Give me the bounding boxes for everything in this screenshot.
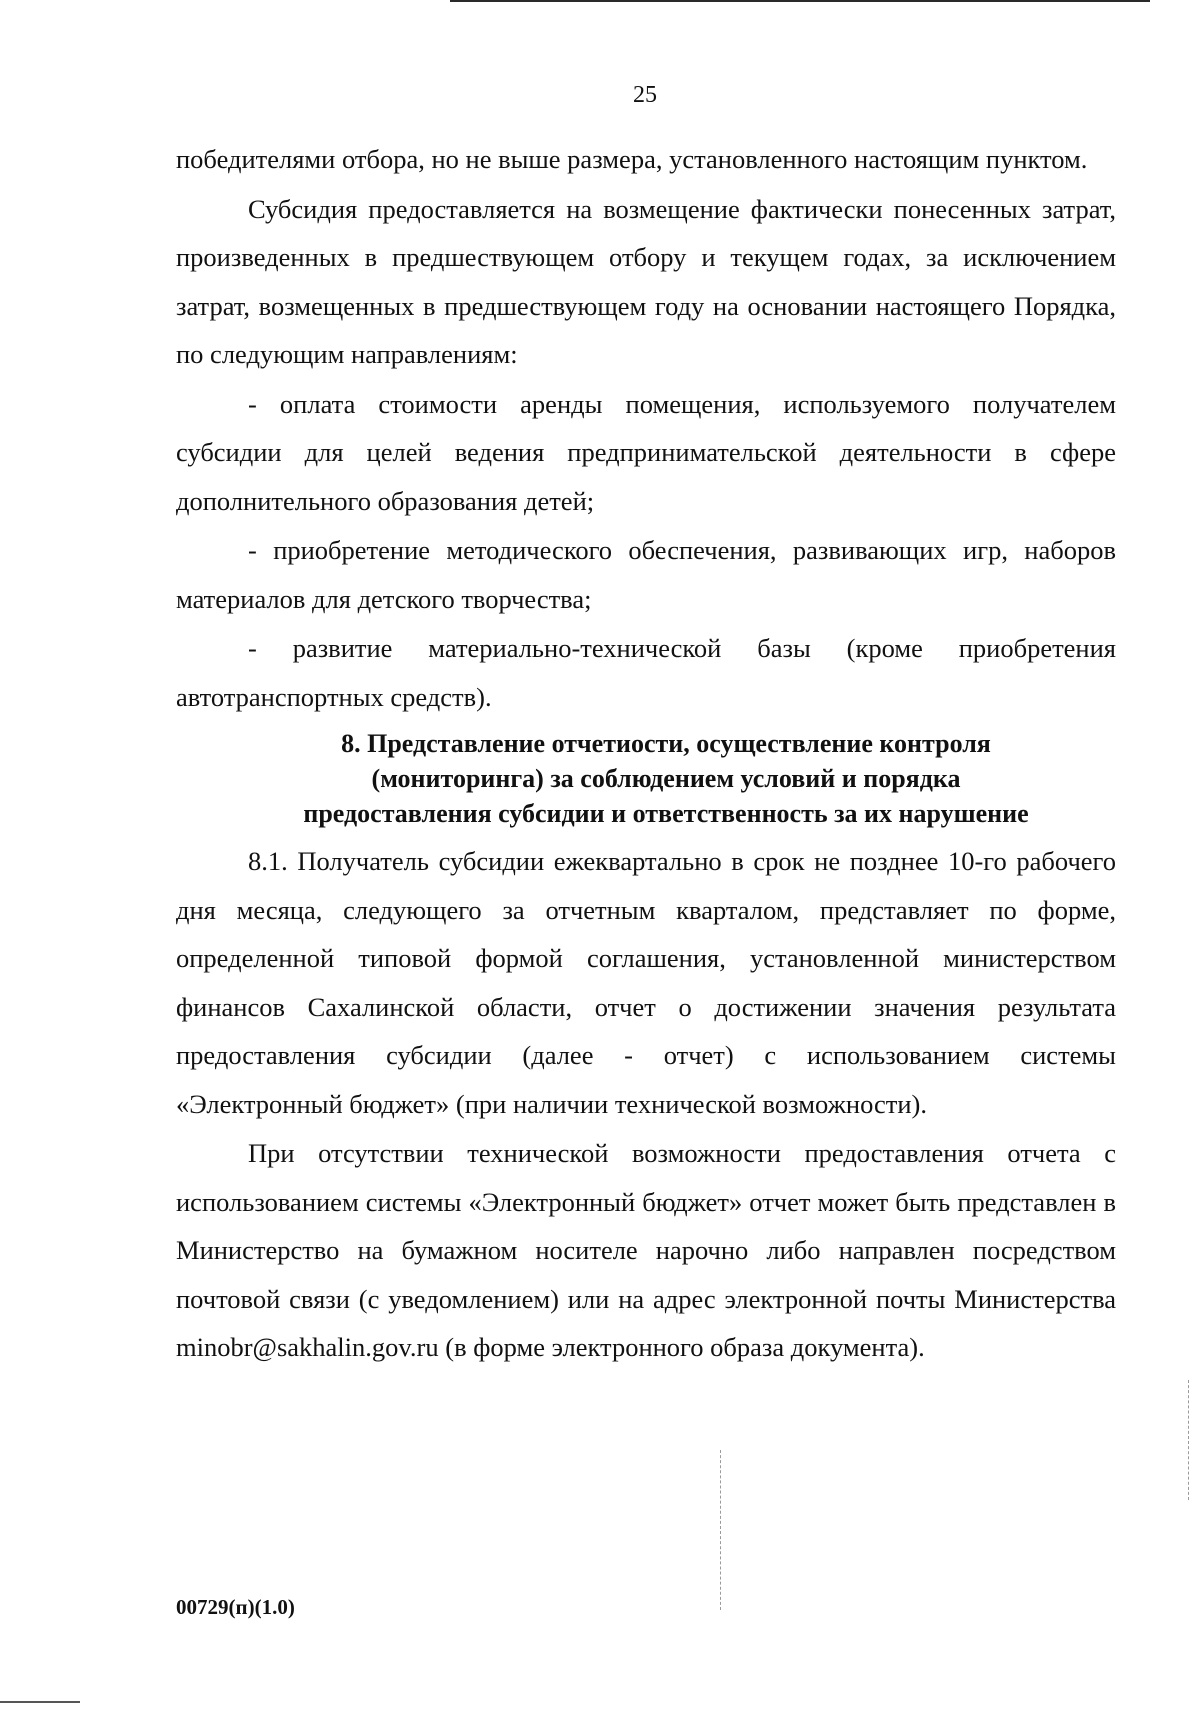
paragraph-subsidy-purpose: Субсидия предоставляется на возмещение фактически понесенных затрат, произведенных в предшествующем отбору и текущем годах, за исключением затрат, возмещенных в предшествующем году на основании настоящего Порядка, по следующим направлениям: — [176, 193, 1116, 369]
bottom-border-line — [0, 1701, 80, 1703]
section-heading-line: (мониторинга) за соблюдением условий и порядка — [371, 764, 961, 793]
section-heading-line: 8. Представление отчетиости, осуществление контроля — [341, 729, 991, 758]
paragraph-paper-report: При отсутствии технической возможности предоставления отчета с использованием системы «Электронный бюджет» отчет может быть представлен в Министерство на бумажном носителе нарочно либо направлен посредством почтовой связи (с уведомлением) или на адрес электронной почты Министерства minobr@sakhalin.gov.ru (в форме электронного образа документа). — [176, 1138, 1116, 1362]
section-heading-line: предоставления субсидии и ответственность за их нарушение — [303, 799, 1029, 828]
document-code: 00729(п)(1.0) — [176, 1595, 295, 1619]
document-body — [176, 135, 1116, 1372]
paragraph-continuation: победителями отбора, но не выше размера, установленного настоящим пунктом. — [176, 144, 1088, 174]
page-number: 25 — [633, 82, 657, 108]
list-item-material-base: - развитие материально-технической базы (кроме приобретения автотранспортных средств). — [176, 633, 1116, 712]
top-border-line — [450, 0, 1150, 2]
paragraph-8-1: 8.1. Получатель субсидии ежеквартально в срок не позднее 10-го рабочего дня месяца, следующего за отчетным кварталом, представляет по форме, определенной типовой формой соглашения, установленной министерством финансов Сахалинской области, отчет о достижении значения результата предоставления субсидии (далее - отчет) с использованием системы «Электронный бюджет» (при наличии технической возможности). — [176, 846, 1116, 1119]
list-item-methodical-supplies: - приобретение методического обеспечения, развивающих игр, наборов материалов для детского творчества; — [176, 535, 1116, 614]
section-heading — [176, 726, 1116, 831]
scan-artifact-line — [1188, 1380, 1189, 1500]
scan-artifact-line — [720, 1450, 721, 1610]
list-item-rent: - оплата стоимости аренды помещения, используемого получателем субсидии для целей ведения предпринимательской деятельности в сфере дополнительного образования детей; — [176, 388, 1116, 516]
